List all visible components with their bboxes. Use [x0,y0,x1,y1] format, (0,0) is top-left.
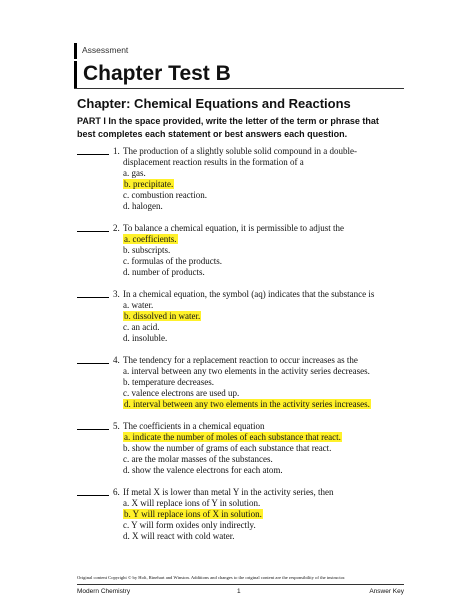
page-title: Chapter Test B [83,62,231,85]
answer-choice [77,443,407,454]
answer-blank[interactable] [77,223,109,232]
answer-choice [77,399,407,410]
answer-choice [77,179,407,190]
choice-text: c. formulas of the products. [123,256,222,266]
question-text: The coefficients in a chemical equation [123,421,265,431]
answer-choice [77,377,407,388]
question-item [77,146,407,212]
choice-text: c. are the molar masses of the substances. [123,454,273,464]
answer-blank[interactable] [77,289,109,298]
answer-choice [77,366,407,377]
choice-text: a. water. [123,300,154,310]
question-stem [77,487,407,498]
footer-book-title: Modern Chemistry [77,588,131,595]
choice-text: b. temperature decreases. [123,377,214,387]
answer-choice [77,201,407,212]
answer-choice [77,333,407,344]
chapter-heading: Chapter: Chemical Equations and Reactions [77,96,351,111]
assessment-label: Assessment [82,45,129,55]
choice-text: c. Y will form oxides only indirectly. [123,520,256,530]
answer-choice [77,322,407,333]
question-stem [77,146,407,157]
question-item [77,355,407,410]
question-stem [77,223,407,234]
question-stem [77,355,407,366]
answer-blank[interactable] [77,355,109,364]
question-stem [77,289,407,300]
answer-choice [77,454,407,465]
choice-text: b. show the number of grams of each substance that react. [123,443,332,453]
answer-choice [77,432,407,443]
answer-choice [77,168,407,179]
question-number: 3. [113,289,120,299]
page-number: 1 [237,588,241,595]
footer-divider [77,584,404,585]
answer-blank[interactable] [77,487,109,496]
footer-answer-key: Answer Key [369,588,404,595]
choice-text: c. valence electrons are used up. [123,388,240,398]
answer-choice [77,267,407,278]
question-item [77,487,407,542]
highlighted-answer: a. coefficients. [124,234,177,244]
choice-text: d. number of products. [123,267,205,277]
question-text: To balance a chemical equation, it is permissible to adjust the [123,223,345,233]
question-text: displacement reaction results in the formation of a [123,157,304,167]
question-text: In a chemical equation, the symbol (aq) indicates that the substance is [123,289,375,299]
choice-text: d. halogen. [123,201,163,211]
answer-choice [77,465,407,476]
question-item [77,223,407,278]
choice-text: b. subscripts. [123,245,171,255]
question-item [77,421,407,476]
answer-blank[interactable] [77,421,109,430]
question-number: 4. [113,355,120,365]
question-number: 6. [113,487,120,497]
answer-choice [77,388,407,399]
choice-text: a. X will replace ions of Y in solution. [123,498,261,508]
highlighted-answer: b. Y will replace ions of X in solution. [124,509,262,519]
highlighted-answer: b. precipitate. [124,179,174,189]
question-number: 1. [113,146,120,156]
choice-text: d. X will react with cold water. [123,531,235,541]
part-instructions: PART I In the space provided, write the letter of the term or phrase that best completes each statement or best answers each question. [77,116,379,139]
question-item [77,289,407,344]
answer-choice [77,531,407,542]
question-text: The production of a slightly soluble solid compound in a double- [123,146,357,156]
question-number: 5. [113,421,120,431]
question-text: The tendency for a replacement reaction to occur increases as the [123,355,358,365]
question-number: 2. [113,223,120,233]
highlighted-answer: d. interval between any two elements in the activity series increases. [124,399,370,409]
answer-blank[interactable] [77,146,109,155]
choice-text: d. show the valence electrons for each atom. [123,465,283,475]
title-divider [74,88,404,89]
answer-choice [77,234,407,245]
answer-choice [77,256,407,267]
choice-text: c. an acid. [123,322,160,332]
answer-choice [77,520,407,531]
header-accent-bar [74,43,77,59]
answer-choice [77,190,407,201]
answer-choice [77,245,407,256]
highlighted-answer: a. indicate the number of moles of each substance that react. [124,432,341,442]
question-list [77,146,407,553]
answer-choice [77,300,407,311]
answer-choice [77,311,407,322]
answer-choice [77,509,407,520]
title-accent-bar [74,61,77,88]
highlighted-answer: b. dissolved in water. [124,311,201,321]
choice-text: a. gas. [123,168,146,178]
copyright-notice: Original content Copyright © by Holt, Rinehart and Winston. Additions and changes to the original content are the responsibility of the instructor. [77,575,346,580]
choice-text: d. insoluble. [123,333,168,343]
answer-choice [77,498,407,509]
question-stem [77,421,407,432]
choice-text: a. interval between any two elements in the activity series decreases. [123,366,370,376]
choice-text: c. combustion reaction. [123,190,207,200]
question-text: If metal X is lower than metal Y in the activity series, then [123,487,334,497]
